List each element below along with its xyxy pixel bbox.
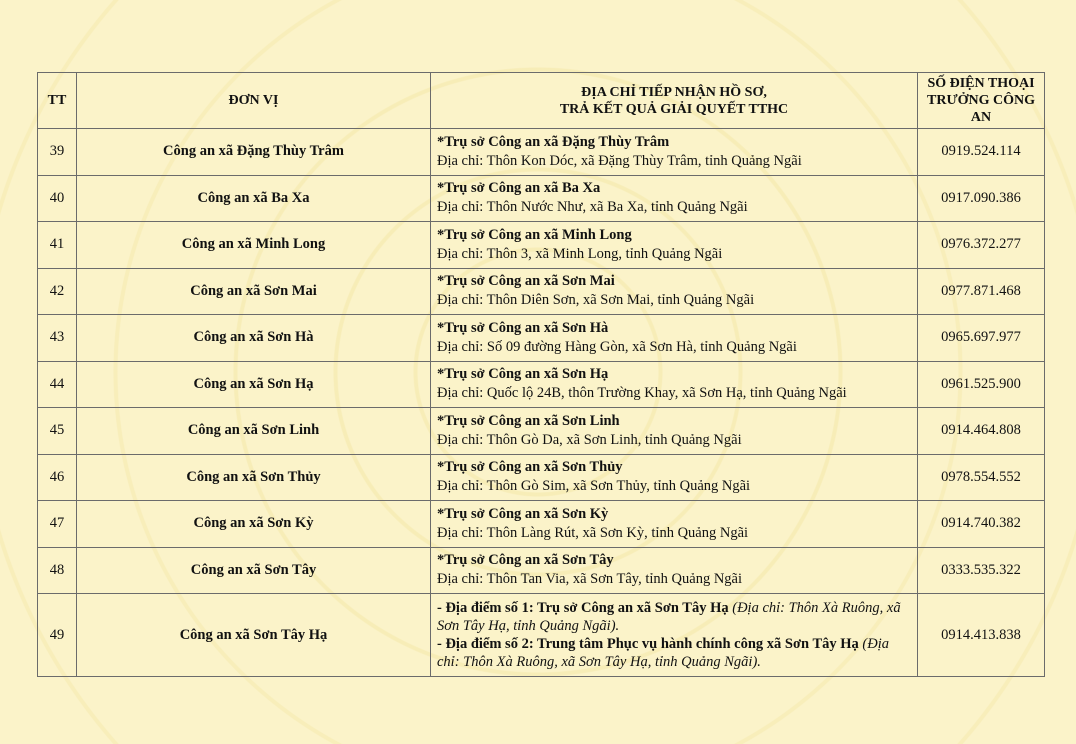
row-phone: 0965.697.977: [918, 315, 1045, 362]
row-office: *Trụ sở Công an xã Ba Xa: [437, 180, 601, 197]
row-address: [431, 547, 918, 594]
table-row: [38, 268, 1045, 315]
row-address-text: Địa chỉ: Thôn Nước Như, xã Ba Xa, tỉnh Quảng Ngãi: [437, 199, 748, 216]
location-1: [437, 599, 911, 635]
table-row: [38, 408, 1045, 455]
row-office: *Trụ sở Công an xã Sơn Mai: [437, 273, 615, 290]
row-phone: 0976.372.277: [918, 222, 1045, 269]
row-unit: Công an xã Minh Long: [77, 222, 431, 269]
row-unit: Công an xã Sơn Linh: [77, 408, 431, 455]
row-address: [431, 268, 918, 315]
header-phone: [918, 73, 1045, 129]
row-address: [431, 222, 918, 269]
table-row-last: [38, 594, 1045, 677]
row-phone: 0914.740.382: [918, 501, 1045, 548]
row-address-text: Địa chỉ: Số 09 đường Hàng Gòn, xã Sơn Hà, tỉnh Quảng Ngãi: [437, 338, 797, 355]
row-phone: 0977.871.468: [918, 268, 1045, 315]
row-unit: Công an xã Ba Xa: [77, 175, 431, 222]
row-office: *Trụ sở Công an xã Sơn Linh: [437, 412, 620, 429]
row-unit: Công an xã Sơn Tây Hạ: [77, 594, 431, 677]
row-tt: 41: [38, 222, 77, 269]
header-phone-line2: TRƯỞNG CÔNG AN: [927, 93, 1035, 125]
row-office: *Trụ sở Công an xã Sơn Hà: [437, 319, 609, 336]
row-unit: Công an xã Sơn Kỳ: [77, 501, 431, 548]
row-unit: Công an xã Sơn Hạ: [77, 361, 431, 408]
row-address: [431, 501, 918, 548]
row-office: *Trụ sở Công an xã Đặng Thùy Trâm: [437, 133, 670, 150]
header-tt: TT: [38, 73, 77, 129]
row-office: *Trụ sở Công an xã Sơn Thủy: [437, 459, 623, 476]
header-unit: ĐƠN VỊ: [77, 73, 431, 129]
table-row: [38, 315, 1045, 362]
table-row: [38, 454, 1045, 501]
location-1-title: - Địa điểm số 1: Trụ sở Công an xã Sơn Tây Hạ: [437, 600, 729, 616]
location-2-title: - Địa điểm số 2: Trung tâm Phục vụ hành chính công xã Sơn Tây Hạ: [437, 636, 859, 652]
table-row: [38, 222, 1045, 269]
row-office: *Trụ sở Công an xã Sơn Kỳ: [437, 505, 609, 522]
row-address: [431, 361, 918, 408]
table-header-row: [38, 73, 1045, 129]
row-tt: 48: [38, 547, 77, 594]
row-tt: 45: [38, 408, 77, 455]
header-address: [431, 73, 918, 129]
row-phone: 0333.535.322: [918, 547, 1045, 594]
row-address: [431, 454, 918, 501]
row-tt: 39: [38, 129, 77, 176]
row-phone: 0914.413.838: [918, 594, 1045, 677]
location-2: [437, 635, 911, 671]
row-unit: Công an xã Sơn Mai: [77, 268, 431, 315]
row-address-text: Địa chỉ: Thôn 3, xã Minh Long, tỉnh Quảng Ngãi: [437, 245, 723, 262]
row-address-text: Địa chỉ: Thôn Gò Sim, xã Sơn Thủy, tỉnh Quảng Ngãi: [437, 478, 751, 495]
row-tt: 49: [38, 594, 77, 677]
table-row: [38, 501, 1045, 548]
row-address-text: Địa chỉ: Thôn Tan Via, xã Sơn Tây, tỉnh Quảng Ngãi: [437, 571, 743, 588]
table-row: [38, 361, 1045, 408]
row-address: [431, 594, 918, 677]
row-address-text: Địa chỉ: Thôn Diên Sơn, xã Sơn Mai, tỉnh Quảng Ngãi: [437, 292, 755, 309]
row-address: [431, 408, 918, 455]
table-row: [38, 175, 1045, 222]
row-phone: 0917.090.386: [918, 175, 1045, 222]
row-address-text: Địa chỉ: Thôn Làng Rút, xã Sơn Kỳ, tỉnh Quảng Ngãi: [437, 524, 749, 541]
row-address-text: Địa chỉ: Quốc lộ 24B, thôn Trường Khay, xã Sơn Hạ, tỉnh Quảng Ngãi: [437, 385, 847, 402]
header-address-line2: TRẢ KẾT QUẢ GIẢI QUYẾT TTHC: [559, 101, 789, 117]
row-unit: Công an xã Đặng Thùy Trâm: [77, 129, 431, 176]
row-unit: Công an xã Sơn Hà: [77, 315, 431, 362]
location-1-address: (Địa chỉ: Thôn Xà Ruông, xã Sơn Tây Hạ, tỉnh Quảng Ngãi).: [437, 600, 901, 634]
row-tt: 42: [38, 268, 77, 315]
row-office: *Trụ sở Công an xã Sơn Tây: [437, 552, 614, 569]
row-tt: 40: [38, 175, 77, 222]
police-office-table: [37, 72, 1045, 677]
row-office: *Trụ sở Công an xã Minh Long: [437, 226, 632, 243]
row-unit: Công an xã Sơn Thủy: [77, 454, 431, 501]
row-office: *Trụ sở Công an xã Sơn Hạ: [437, 366, 609, 383]
header-address-line1: ĐỊA CHỈ TIẾP NHẬN HỒ SƠ,: [581, 84, 767, 100]
header-phone-line1: SỐ ĐIỆN THOẠI: [927, 76, 1035, 91]
row-phone: 0914.464.808: [918, 408, 1045, 455]
row-tt: 44: [38, 361, 77, 408]
row-address-text: Địa chỉ: Thôn Gò Da, xã Sơn Linh, tỉnh Quảng Ngãi: [437, 431, 742, 448]
table-row: [38, 547, 1045, 594]
row-tt: 47: [38, 501, 77, 548]
row-address-text: Địa chỉ: Thôn Kon Dóc, xã Đặng Thùy Trâm, tỉnh Quảng Ngãi: [437, 152, 802, 169]
row-phone: 0919.524.114: [918, 129, 1045, 176]
table-row: [38, 129, 1045, 176]
row-unit: Công an xã Sơn Tây: [77, 547, 431, 594]
row-tt: 46: [38, 454, 77, 501]
row-phone: 0961.525.900: [918, 361, 1045, 408]
row-address: [431, 175, 918, 222]
row-phone: 0978.554.552: [918, 454, 1045, 501]
row-tt: 43: [38, 315, 77, 362]
row-address: [431, 315, 918, 362]
location-2-address: (Địa chỉ: Thôn Xà Ruông, xã Sơn Tây Hạ, tỉnh Quảng Ngãi).: [437, 636, 889, 670]
row-address: [431, 129, 918, 176]
